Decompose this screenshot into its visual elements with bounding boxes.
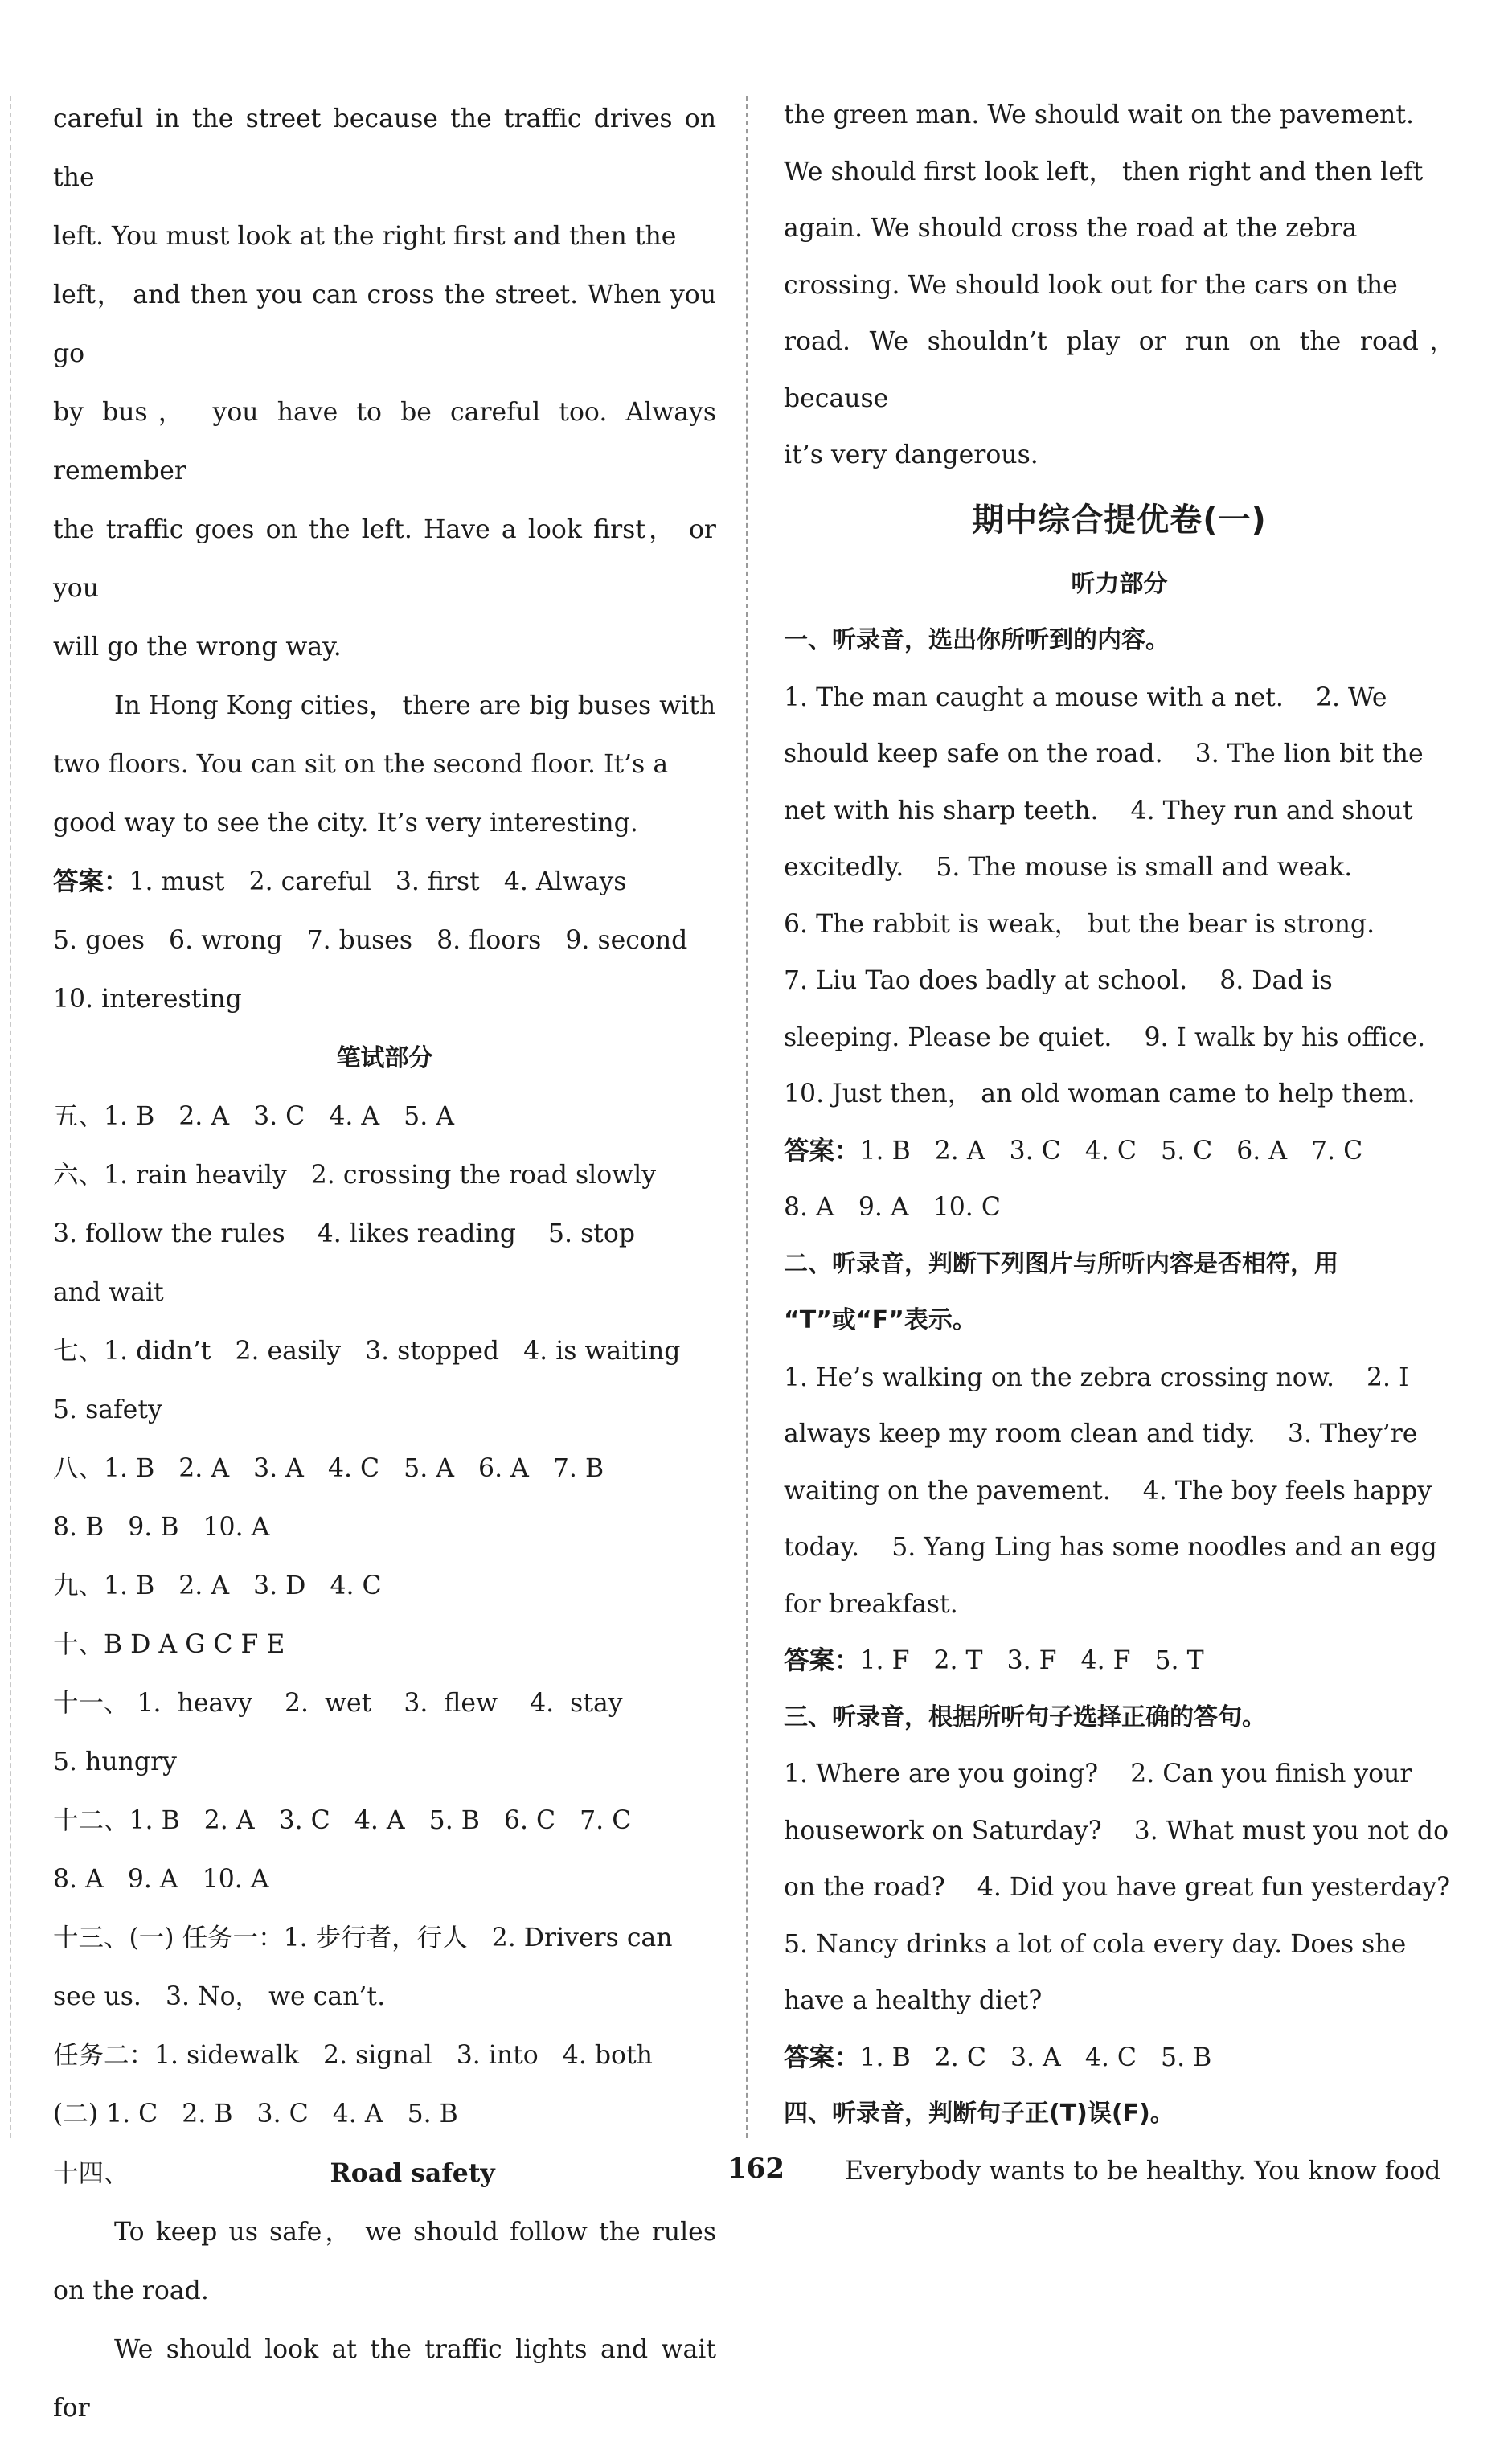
- question-5-answers: 五、1. B 2. A 3. C 4. A 5. A: [53, 1102, 454, 1131]
- section-1-title: 一、听录音，选出你所听到的内容。: [784, 626, 1170, 654]
- written-section-heading: 笔试部分: [336, 1044, 433, 1072]
- answer-row: [784, 2030, 1455, 2087]
- answer-text: 1. must 2. careful 3. first 4. Always: [129, 867, 627, 896]
- essay-line: road. We shouldn’t play or run on the road， because: [784, 327, 1455, 413]
- question-7-answers: 七、1. didn’t 2. easily 3. stopped 4. is waiting: [53, 1337, 681, 1366]
- essay-line: the green man. We should wait on the pavement.: [784, 100, 1414, 129]
- answer-label: 答案：: [53, 867, 129, 896]
- binding-edge-line: [10, 96, 11, 2138]
- question-6-answers: 六、1. rain heavily 2. crossing the road slowly: [53, 1161, 656, 1190]
- essay-line: We should first look left， then right and then left: [784, 157, 1424, 186]
- transcript-line: 10. Just then， an old woman came to help them.: [784, 1080, 1416, 1108]
- answer-text: 1. F 2. T 3. F 4. F 5. T: [859, 1646, 1204, 1675]
- story-line: good way to see the city. It’s very interesting.: [53, 809, 638, 838]
- answer-row: [53, 853, 716, 912]
- story-line: the traffic goes on the left. Have a look first， or you: [53, 515, 716, 603]
- question-13-answers: see us. 3. No， we can’t.: [53, 1982, 386, 2011]
- question-14-label: 十四、: [53, 2159, 129, 2188]
- transcript-line: 1. He’s walking on the zebra crossing now. 2. I: [784, 1362, 1409, 1392]
- question-6-answers: and wait: [53, 1278, 164, 1307]
- right-column: [784, 87, 1455, 2199]
- transcript-line: sleeping. Please be quiet. 9. I walk by his office.: [784, 1022, 1426, 1052]
- answer-text: 1. B 2. A 3. C 4. C 5. C 6. A 7. C: [859, 1136, 1363, 1166]
- transcript-line: 6. The rabbit is weak， but the bear is strong.: [784, 909, 1375, 939]
- question-12-answers: 十二、1. B 2. A 3. C 4. A 5. B 6. C 7. C: [53, 1806, 632, 1835]
- exam-title: 期中综合提优卷(一): [972, 501, 1267, 539]
- story-line: by bus， you have to be careful too. Always remember: [53, 398, 716, 486]
- story-line: careful in the street because the traffic drives on the: [53, 104, 716, 192]
- transcript-line: for breakfast.: [784, 1589, 958, 1619]
- question-7-answers: 5. safety: [53, 1395, 162, 1424]
- transcript-line: 7. Liu Tao does badly at school. 8. Dad is: [784, 966, 1333, 995]
- answer-row: 8. A 9. A 10. C: [784, 1193, 1001, 1222]
- question-13-answers: 任务二：1. sidewalk 2. signal 3. into 4. both: [53, 2041, 653, 2070]
- question-10-answers: 十、B D A G C F E: [53, 1630, 285, 1659]
- question-8-answers: 八、1. B 2. A 3. A 4. C 5. A 6. A 7. B: [53, 1454, 604, 1483]
- essay-line: again. We should cross the road at the zebra: [784, 214, 1358, 243]
- answer-label: 答案：: [784, 1136, 860, 1166]
- transcript-line: should keep safe on the road. 3. The lion bit the: [784, 740, 1424, 768]
- section-2-title: 二、听录音，判断下列图片与所听内容是否相符，用: [784, 1249, 1338, 1278]
- transcript-line: always keep my room clean and tidy. 3. They’re: [784, 1420, 1418, 1448]
- answer-label: 答案：: [784, 2043, 860, 2072]
- answer-text: 1. B 2. C 3. A 4. C 5. B: [859, 2043, 1212, 2072]
- question-6-answers: 3. follow the rules 4. likes reading 5. stop: [53, 1219, 636, 1248]
- transcript-line: 5. Nancy drinks a lot of cola every day. Does she: [784, 1929, 1407, 1959]
- page-number: 162: [727, 2153, 785, 2185]
- section-3-title: 三、听录音，根据所听句子选择正确的答句。: [784, 1703, 1266, 1731]
- essay-paragraph: We should look at the traffic lights and wait for: [53, 2335, 716, 2423]
- question-11-answers: 5. hungry: [53, 1748, 177, 1776]
- transcript-line: 1. The man caught a mouse with a net. 2. We: [784, 682, 1387, 712]
- question-9-answers: 九、1. B 2. A 3. D 4. C: [53, 1571, 382, 1600]
- transcript-line: Everybody wants to be healthy. You know food: [845, 2156, 1441, 2186]
- story-line: will go the wrong way.: [53, 633, 342, 662]
- answer-row: [784, 1123, 1455, 1180]
- transcript-line: excitedly. 5. The mouse is small and weak.: [784, 853, 1353, 882]
- column-divider: [746, 96, 748, 2138]
- section-2-title-cont: “T”或“F”表示。: [784, 1306, 977, 1334]
- transcript-line: on the road? 4. Did you have great fun yesterday?: [784, 1873, 1451, 1902]
- question-13-answers: (二) 1. C 2. B 3. C 4. A 5. B: [53, 2100, 458, 2129]
- answer-row: 5. goes 6. wrong 7. buses 8. floors 9. second: [53, 926, 688, 955]
- transcript-line: housework on Saturday? 3. What must you not do: [784, 1816, 1449, 1846]
- answer-row: 10. interesting: [53, 985, 242, 1014]
- story-line: left， and then you can cross the street. When you go: [53, 281, 716, 368]
- question-12-answers: 8. A 9. A 10. A: [53, 1865, 269, 1894]
- left-column: [53, 90, 716, 2438]
- transcript-line: have a healthy diet?: [784, 1986, 1043, 2015]
- transcript-line: today. 5. Yang Ling has some noodles and an egg: [784, 1533, 1437, 1562]
- question-11-answers: 十一、 1. heavy 2. wet 3. flew 4. stay: [53, 1689, 623, 1718]
- essay-paragraph: To keep us safe， we should follow the rules on the road.: [53, 2218, 716, 2305]
- story-line: In Hong Kong cities， there are big buses with: [114, 691, 716, 720]
- story-line: left. You must look at the right first and then the: [53, 222, 677, 251]
- section-4-title: 四、听录音，判断句子正(T)误(F)。: [784, 2100, 1174, 2128]
- answer-label: 答案：: [784, 1646, 860, 1675]
- transcript-line: net with his sharp teeth. 4. They run and shout: [784, 796, 1413, 826]
- transcript-line: 1. Where are you going? 2. Can you finish your: [784, 1760, 1412, 1789]
- story-line: two floors. You can sit on the second floor. It’s a: [53, 750, 669, 779]
- essay-line: it’s very dangerous.: [784, 440, 1039, 469]
- question-13-answers: 十三、(一) 任务一：1. 步行者，行人 2. Drivers can: [53, 1924, 673, 1952]
- essay-title: Road safety: [330, 2158, 495, 2188]
- listening-section-heading: 听力部分: [1071, 569, 1168, 598]
- answer-row: [784, 1633, 1455, 1690]
- essay-line: crossing. We should look out for the cars on the: [784, 270, 1398, 300]
- transcript-line: waiting on the pavement. 4. The boy feels happy: [784, 1476, 1432, 1506]
- question-8-answers: 8. B 9. B 10. A: [53, 1513, 270, 1542]
